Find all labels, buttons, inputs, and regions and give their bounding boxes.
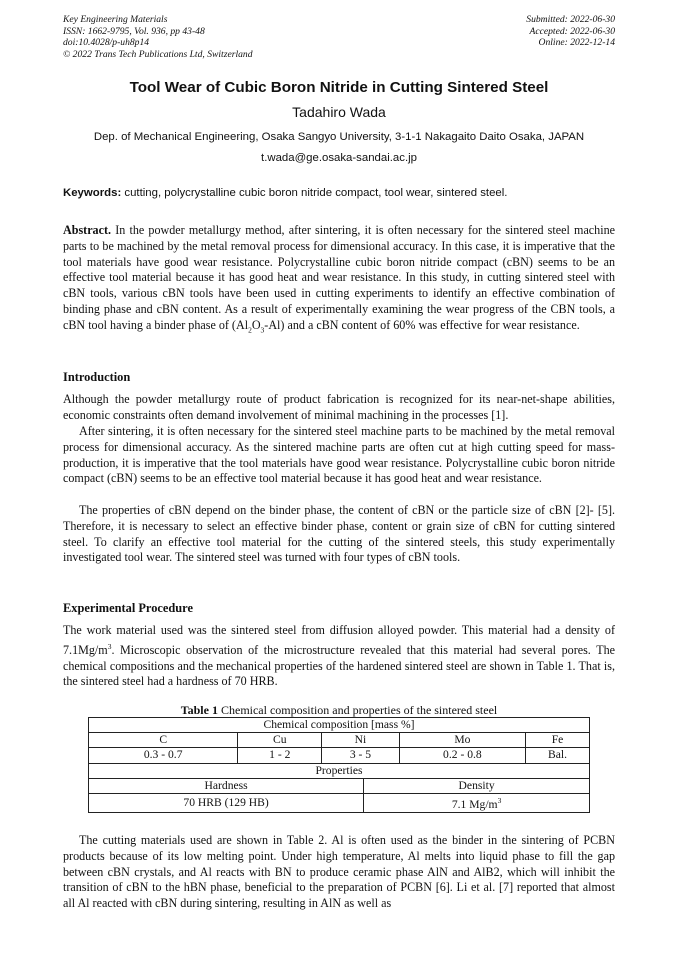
- email: t.wada@ge.osaka-sandai.ac.jp: [261, 152, 417, 164]
- dates-header: [526, 14, 615, 49]
- subscript: 2: [248, 325, 252, 335]
- properties-header: Properties: [89, 763, 590, 778]
- journal-name: Key Engineering Materials: [63, 14, 168, 25]
- accepted-date: Accepted: 2022-06-30: [529, 25, 615, 37]
- author: Tadahiro Wada: [292, 104, 386, 120]
- intro-paragraph-2: After sintering, it is often necessary for the sintered steel machine parts to be machined by the metal removal process for dimensional accuracy. As the sintered machine parts are often cut at high cutting speed for mass-production, it is imperative that the tool materials have good wear resistance. Polycrystalline cubic boron nitride compact (cBN) seems to be an effective tool material because it has good heat and wear resistance.: [63, 424, 615, 486]
- abstract-text: O: [251, 317, 261, 332]
- density-value: [364, 794, 590, 813]
- abstract-text: In the powder metallurgy method, after sintering, it is often necessary for the sintered steel machine parts to be machined by the metal removal process for dimensional accuracy. In this case, it is imperative that the tool materials have good wear resistance. Polycrystalline cubic boron nitride compact (cBN) seems to be an effective tool material because it has good heat and wear resistance. In this study, in cutting sintered steel with cBN tools, various cBN tools have been used in cutting experiments to identify an effective combination of binding phase and cBN content. As a result of experimentally examining the wear progress of the CBN tools, a cBN tool having a binder phase of (Al: [63, 223, 615, 332]
- affiliation: Dep. of Mechanical Engineering, Osaka Sangyo University, 3-1-1 Nakagaito Daito Osaka, JAPAN: [93, 131, 585, 143]
- online-date: Online: 2022-12-14: [538, 37, 615, 49]
- keywords-label: Keywords:: [63, 187, 122, 199]
- value-mo: 0.2 - 0.8: [399, 748, 525, 763]
- density-value-text: 7.1 Mg/m: [451, 797, 498, 811]
- element-fe: Fe: [526, 733, 590, 748]
- element-ni: Ni: [322, 733, 399, 748]
- density-label: Density: [364, 778, 590, 793]
- table1-caption: [0, 703, 678, 718]
- element-mo: Mo: [399, 733, 525, 748]
- experimental-paragraph-2: The cutting materials used are shown in Table 2. Al is often used as the binder in the sintering of PCBN products because of its low melting point. Under high temperature, Al melts into liquid phase to fill the gap between cBN crystals, and Al reacts with BN to produce ceramic phase AlN and AlB2, which will inhibit the transition of cBN to the hBN phase, beneficial to the preparation of PCBN [6]. Li et al. [7] reported that almost all Al reacted with cBN during sintering, resulting in AlN as well as: [63, 833, 615, 911]
- superscript: 3: [497, 796, 502, 806]
- experimental-text: . Microscopic observation of the microstructure revealed that this material had several pores. The chemical compositions and the mechanical properties of the hardened sintered steel are shown in Table 1. That is, the sintered steel had a hardness of 70 HRB.: [63, 642, 615, 689]
- table-row: [89, 794, 590, 813]
- table-row: [89, 718, 590, 733]
- intro-paragraph-1: Although the powder metallurgy route of product fabrication is recognized for its near-net-shape abilities, economic constraints often demand involvement of minimal machining in the processes [1].: [63, 392, 615, 422]
- composition-header: Chemical composition [mass %]: [89, 718, 590, 733]
- table1-label: Table 1: [180, 703, 218, 717]
- element-cu: Cu: [238, 733, 322, 748]
- paper-title: Tool Wear of Cubic Boron Nitride in Cutting Sintered Steel: [129, 79, 549, 96]
- superscript: 3: [107, 641, 112, 651]
- doi: doi:10.4028/p-uh8p14: [63, 37, 150, 49]
- value-cu: 1 - 2: [238, 748, 322, 763]
- table1: [88, 717, 590, 813]
- journal-header: [63, 14, 253, 60]
- abstract: [63, 223, 615, 338]
- table-row: [89, 748, 590, 763]
- table1-caption-text: Chemical composition and properties of the sintered steel: [217, 703, 498, 717]
- table-row: [89, 733, 590, 748]
- intro-paragraph-3: The properties of cBN depend on the binder phase, the content of cBN or the particle size of cBN [2]- [5]. Therefore, it is necessary to select an effective binder phase, content or grain size of cBN for cutting sintered steel. To clarify an effective tool material for the cutting of the sintered steels, this study experimentally investigated tool wear. The sintered steel was turned with four types of cBN tools.: [63, 503, 615, 565]
- hardness-label: Hardness: [89, 778, 364, 793]
- experimental-text: The work material used was the sintered steel from diffusion alloyed powder. This material had a density of 7.1Mg/m: [63, 623, 615, 657]
- abstract-text: -Al) and a cBN content of 60% was effective for wear resistance.: [264, 317, 580, 332]
- value-c: 0.3 - 0.7: [89, 748, 238, 763]
- keywords-text: cutting, polycrystalline cubic boron nitride compact, tool wear, sintered steel.: [121, 187, 508, 199]
- experimental-heading: Experimental Procedure: [63, 601, 193, 615]
- hardness-value: 70 HRB (129 HB): [89, 794, 364, 813]
- value-ni: 3 - 5: [322, 748, 399, 763]
- keywords: [63, 187, 615, 199]
- submitted-date: Submitted: 2022-06-30: [526, 14, 615, 25]
- table-row: [89, 778, 590, 793]
- issn: ISSN: 1662-9795, Vol. 936, pp 43-48: [63, 25, 205, 37]
- copyright: © 2022 Trans Tech Publications Ltd, Switzerland: [63, 48, 253, 60]
- element-c: C: [89, 733, 238, 748]
- abstract-label: Abstract.: [63, 223, 112, 237]
- introduction-heading: Introduction: [63, 370, 131, 384]
- experimental-paragraph-1: [63, 623, 615, 690]
- subscript: 3: [260, 325, 265, 335]
- value-fe: Bal.: [526, 748, 590, 763]
- table-row: [89, 763, 590, 778]
